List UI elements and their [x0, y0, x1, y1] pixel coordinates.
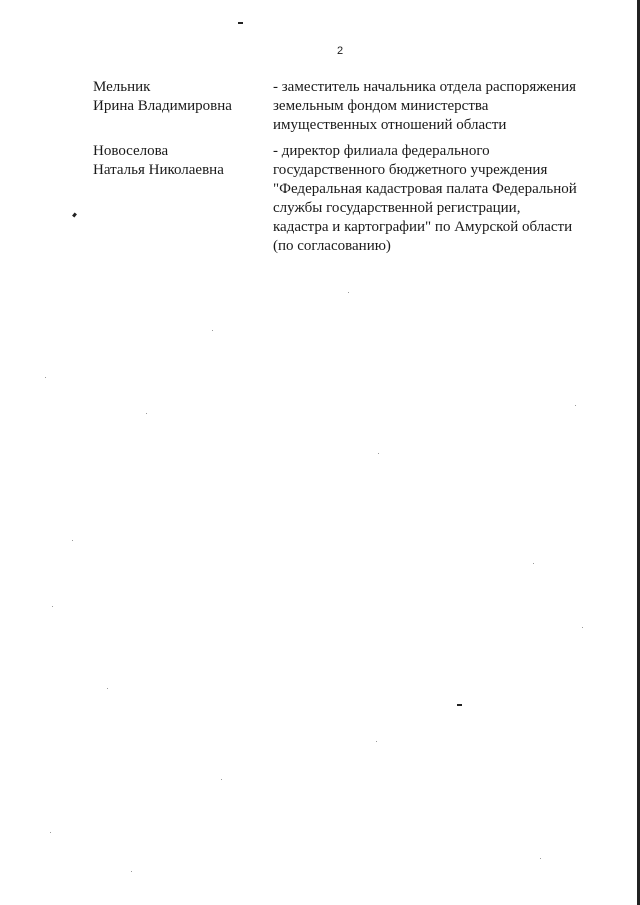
- scan-dot: [146, 413, 147, 414]
- scan-dot: [533, 563, 534, 564]
- scan-dot: [72, 540, 73, 541]
- scan-dot: [348, 292, 349, 293]
- scan-dot: [376, 741, 377, 742]
- scan-dot: [45, 377, 46, 378]
- member-name: Новоселова Наталья Николаевна: [93, 143, 224, 178]
- scan-speck: [238, 22, 243, 24]
- scan-dot: [212, 330, 213, 331]
- scan-speck: [457, 704, 462, 706]
- scan-dot: [131, 871, 132, 872]
- scan-dot: [540, 858, 541, 859]
- scan-dot: [378, 453, 379, 454]
- scan-speck: [72, 213, 77, 218]
- scan-dot: [582, 627, 583, 628]
- scan-dot: [50, 832, 51, 833]
- member-role: - заместитель начальника отдела распоряжения земельным фондом министерства имущественных отношений области: [273, 79, 577, 133]
- member-role: - директор филиала федерального государственного бюджетного учреждения "Федеральная кадастровая палата Федеральной службы государственной регистрации, кадастра и картографии" по Амурской области (по согласованию): [273, 143, 577, 254]
- scan-dot: [52, 606, 53, 607]
- scan-dot: [221, 779, 222, 780]
- page-number: 2: [336, 45, 344, 57]
- scan-dot: [575, 405, 576, 406]
- scan-dot: [107, 688, 108, 689]
- member-name: Мельник Ирина Владимировна: [93, 79, 232, 114]
